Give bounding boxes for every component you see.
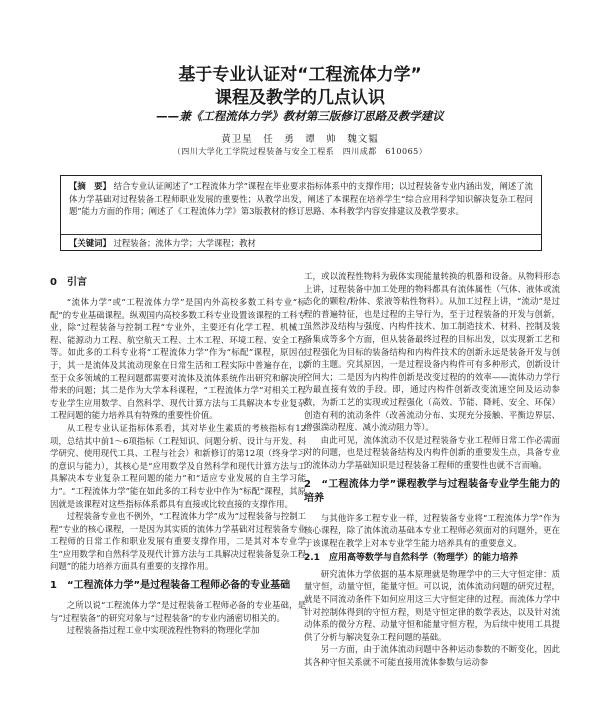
body-paragraph: 另一方面，由于流体流动问题中各种运动参数的不断变化，因此其各种守恒关系就不可能直接用流体参数与运动参 [304, 644, 560, 668]
body-paragraph: 研究流体力学依据的基本原理就是物理学中的三大守恒定律：质量守恒，动量守恒，能量守恒。可以说，流体流动问题的研究过程，就是不同流动条件下如何应用这三大守恒定律的过程。而流体力学中针对控制体得到的守恒方程，则是守恒定律的数学表达，以及针对流动体系的微分方程、动量守恒和能量守恒方程，为后续中使用工具提供了分析与解决复杂工程问题的基础。 [304, 568, 560, 642]
keywords-label: 【关键词】 [69, 238, 111, 248]
section-heading-0: 0 引言 [50, 277, 87, 288]
paper-title-line1: 基于专业认证对“工程流体力学” [178, 65, 422, 85]
right-column [304, 270, 560, 669]
abstract-label: 【摘 要】 [69, 181, 111, 191]
abstract-paragraph [69, 180, 533, 218]
body-paragraph: 过程装备专业也不例外，“工程流体力学”成为“过程装备与控制工程”专业的核心课程，一是因为其实质的流体力学基础对过程装备专业工程师的日常工作和职业发展有重要支撑作用，二是其对本专业学生“应用数学和自然科学及现代计算方法与工具解决过程装备复杂工程问题”的能力培养方面具有重要的支撑作用。 [50, 511, 306, 572]
section-heading-2-1: 2.1 应用高等数学与自然科学（物理学）的能力培养 [304, 553, 518, 564]
body-paragraph: 从工程专业认证指标体系看，其对毕业生素质的考核指标有12项，总结其中前1～6项指标（工程知识、问题分析、设计与开发、科学研究、使用现代工具、工程与社会）和新修订的第12项（终身学习的意识与能力），其核心是“应用数学及自然科学和现代计算方法与工具解决本专业复杂工程问题的能力”和“适应专业发展的自主学习能力”。“工程流体力学”能在如此多的工科专业中作为“标配”课程，其原因就是该课程对这些指标体系都具有直接或比较直接的支撑作用。 [50, 422, 306, 509]
section-heading-1: 1 “工程流体力学”是过程装备工程师必备的专业基础 [50, 580, 291, 592]
paper-affiliation: （四川大学化工学院过程装备与安全工程系 四川成都 610065） [172, 147, 428, 156]
paper-authors: 黄卫星 任 勇 谭 帅 魏文韫 [221, 134, 379, 145]
paper-title-line2: 课程及教学的几点认识 [215, 88, 385, 108]
keywords-text: 过程装备；流体力学；大学课程；教材 [113, 238, 256, 248]
body-paragraph: 与其他许多工程专业一样，过程装备专业将“工程流体力学”作为核心课程，除了流体流动基础本专业工程师必须面对的问题外，更在于该课程在教学上对本专业学生能力培养具有的重要意义。 [304, 512, 560, 548]
keywords-line [69, 237, 533, 249]
body-paragraph: 由此可见，流体流动不仅是过程装备专业工程师日常工作必需面对的问题，也是过程装备结构及内构件创新的重要发生点，具备专业的流体动力学基础知识是过程装备工程师的重要性也就不言而喻。 [304, 434, 560, 470]
section-heading-2: 2 “工程流体力学”课程教学与过程装备专业学生能力的培养 [304, 478, 560, 504]
body-paragraph: 之所以说“工程流体力学”是过程装备工程师必备的专业基础，是与“过程装备”的研究对象与“过程装备”的专业内涵密切相关的。 [50, 600, 306, 623]
body-paragraph: “流体力学”或“工程流体力学”是国内外高校多数工科专业“标配”的专业基础课程。纵观国内高校多数工科专业设置该课程的工科专业，除“过程装备与控制工程”专业外，主要还有化学工程、机械工程、能源动力工程、航空航天工程、土木工程、环境工程、安全工程等。如此多的工科专业将“工程流体力学”作为“标配”课程，原因在于，其一是流体及其流动现象在日常生活和工程实际中普遍存在，以至于众多领域的工程问题都需要对流体及流体系统作出研究和解决所带来的问题；其二是作为大学本科课程，“工程流体力学”对相关工程专业学生应用数学、自然科学、现代计算方法与工具解决本专业复杂工程问题的能力培养具有特殊的重要性价值。 [50, 297, 306, 421]
abstract-text: 结合专业认证阐述了“工程流体力学”课程在毕业要求指标体系中的支撑作用；以过程装备专业内涵出发，阐述了流体力学基础对过程装备工程师职业发展的重要性；从教学出发，阐述了本课程在培养学生“综合应用科学知识解决复杂工程问题”能力方面的作用；阐述了《工程流体力学》第3版教材的修订思路、本科教学内容安排建议及教学要求。 [69, 181, 533, 216]
paper-subtitle: ——兼《工程流体力学》教材第三版修订思路及教学建议 [156, 109, 444, 123]
abstract-divider [61, 234, 541, 235]
body-paragraph: 过程装备指过程工业中实现流程性物料的物理化学加 [66, 625, 260, 636]
abstract-box [60, 175, 542, 251]
left-column [50, 270, 306, 637]
body-paragraph: 工，或以流程性物料为载体实现能量转换的机器和设备。从物料形态上讲，过程装备中加工处理的物料都具有流体属性（气体、液体或流态化的颗粒/粉体、浆液等粘性物料）。从加工过程上讲，“流动”是过程的普遍特征，也是过程的主导行为，至于过程装备的开发与创新，虽然涉及结构与强度、内构件技术、加工制造技术、材料、控制及装备集成等多个方面，但从装备最终过程的目标出发，以实现新工艺和过程强化为目标的装备结构和内构件技术的创新永远是装备开发与创新的主题。究其原因，一是过程设备内构件可有多种形式，创新设计空间大；二是因为内构件创新是改变过程的的效率——流体动力学行为最直接有效的手段。即，通过内构件创新改变流速空间及运动参数，为新工艺的实现或过程强化（高效、节能、降耗、安全、环保）创造有利的流动条件（改善流动分布、实现充分接触、平衡边界层、增强湍动程度、减小流动阻力等）。 [304, 271, 560, 433]
